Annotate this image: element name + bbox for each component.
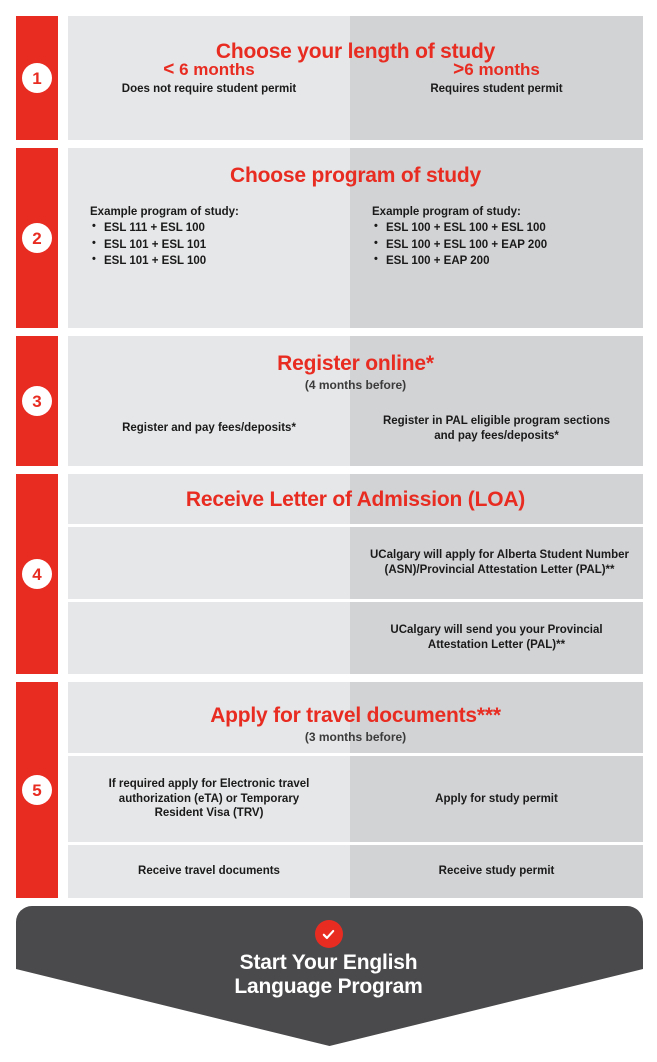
step-5-row-2 [68, 845, 643, 898]
step-1-number-bar [16, 16, 58, 140]
step-5-header-row [68, 682, 643, 753]
list-item: • ESL 100 + ESL 100 + ESL 100 [386, 220, 547, 237]
step-5-header-right [350, 682, 643, 753]
banner-title-line-2: Language Program [234, 974, 423, 998]
step-2-right-program-list [372, 220, 547, 270]
step-5-row-2-right-text: Receive study permit [438, 865, 555, 878]
list-item: • ESL 101 + ESL 100 [104, 253, 206, 270]
step-1-left-lede-text: 6 months [174, 60, 255, 80]
step-2-body [68, 148, 643, 328]
step-5-header-left [68, 682, 350, 753]
step-5-body [68, 682, 643, 898]
step-4-row-2-left [68, 602, 350, 674]
step-3-badge: 3 [22, 386, 52, 416]
check-circle-icon [315, 920, 343, 948]
step-3-left-cell [68, 336, 350, 466]
step-1-right-sub: Requires student permit [430, 83, 563, 96]
step-5-row-2-left-text: Receive travel documents [138, 865, 280, 878]
step-2-right-cell [350, 148, 643, 328]
list-item: • ESL 100 + ESL 100 + EAP 200 [386, 237, 547, 254]
step-1 [16, 16, 643, 140]
step-5-number-bar [16, 682, 58, 898]
step-4-row-1 [68, 527, 643, 599]
step-2-row [68, 148, 643, 328]
step-5-row-1-left [68, 756, 350, 842]
step-5-row-1 [68, 756, 643, 842]
step-4-title: Receive Letter of Admission (LOA) [185, 488, 526, 511]
step-3-number-bar [16, 336, 58, 466]
step-1-right-lede-text: 6 months [464, 60, 540, 80]
step-1-row [68, 16, 643, 140]
step-1-left-cell [68, 16, 350, 140]
greater-than-icon: > [453, 59, 465, 81]
step-5-row-1-left-text: If required apply for Electronic travel authorization (eTA) or Temporary Resident Visa (TRV) [108, 777, 310, 820]
step-3-row [68, 336, 643, 466]
start-program-banner-content [0, 920, 657, 998]
step-2-left-cell [68, 148, 350, 328]
step-4-number-bar [16, 474, 58, 674]
step-4-row-2-right [350, 602, 643, 674]
step-2-number-bar [16, 148, 58, 328]
step-5-subtitle: (3 months before) [304, 730, 407, 744]
step-3-right-text: Register in PAL eligible program sections and pay fees/deposits* [382, 415, 611, 443]
step-4-row-2-right-text: UCalgary will send you your Provincial Attestation Letter (PAL)** [390, 624, 603, 651]
step-5-row-2-left [68, 845, 350, 898]
step-1-left-lede [163, 59, 254, 81]
step-1-right-cell [350, 16, 643, 140]
step-4-header-left [68, 474, 350, 524]
step-4-row-1-right [350, 527, 643, 599]
step-3-title: Register online* [277, 352, 434, 375]
step-3 [16, 336, 643, 466]
list-item: • ESL 111 + ESL 100 [104, 220, 206, 237]
step-2-badge: 2 [22, 223, 52, 253]
step-5-row-1-right-text: Apply for study permit [435, 792, 558, 805]
step-1-badge: 1 [22, 63, 52, 93]
step-3-subtitle: (4 months before) [304, 378, 407, 392]
step-2-right-list-head: Example program of study: [372, 205, 521, 218]
step-3-body [68, 336, 643, 466]
step-2-title: Choose program of study [230, 164, 481, 187]
step-3-left-text: Register and pay fees/deposits* [122, 422, 296, 435]
step-5-row-1-right [350, 756, 643, 842]
step-2 [16, 148, 643, 328]
step-2-left-list-head: Example program of study: [90, 205, 239, 218]
step-5-row-2-right [350, 845, 643, 898]
step-4-row-1-left [68, 527, 350, 599]
step-4 [16, 474, 643, 674]
banner-title-line-1: Start Your English [239, 951, 418, 974]
step-4-row-2 [68, 602, 643, 674]
list-item: • ESL 100 + EAP 200 [386, 253, 547, 270]
less-than-icon: < [163, 59, 175, 81]
step-4-header-right [350, 474, 643, 524]
step-1-body [68, 16, 643, 140]
step-4-body [68, 474, 643, 674]
step-1-title: Choose your length of study [215, 40, 496, 63]
step-4-header-row [68, 474, 643, 524]
step-2-left-program-list [90, 220, 206, 270]
step-5 [16, 682, 643, 898]
list-item: • ESL 101 + ESL 101 [104, 237, 206, 254]
step-4-badge: 4 [22, 559, 52, 589]
step-4-row-1-right-text: UCalgary will apply for Alberta Student Number (ASN)/Provincial Attestation Letter (PAL)** [370, 549, 630, 576]
step-5-title: Apply for travel documents*** [210, 704, 501, 727]
step-3-right-cell [350, 336, 643, 466]
step-1-left-sub: Does not require student permit [121, 83, 297, 96]
step-1-right-lede [453, 59, 540, 81]
step-5-badge: 5 [22, 775, 52, 805]
